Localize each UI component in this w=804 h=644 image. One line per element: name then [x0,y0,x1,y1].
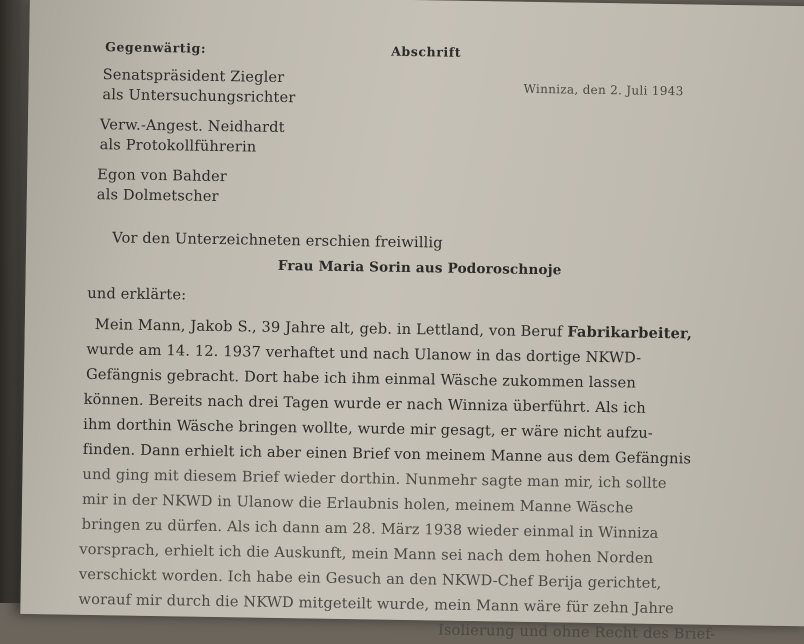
statement-line [82,516,659,542]
statement-text: verschickt worden. Ich habe ein Gesuch an den NKWD-Chef Berija gerichtet, [78,565,662,592]
official-name: Verw.-Angest. Neidhardt [99,117,285,137]
statement-text: worauf mir durch die NKWD mitgeteilt wurde, mein Mann wäre für zehn Jahre [78,590,674,618]
statement-line [95,316,692,342]
official-name: Egon von Bahder [97,167,228,186]
document-page [20,0,804,643]
statement-text: wurde am 14. 12. 1937 verhaftet und nach Ulanow in das dortige NKWD- [86,340,642,367]
statement-bold-text: Fabrikarbeiter, [567,323,693,343]
statement-text: finden. Dann erhielt ich aber einen Brief von meinem Manne aus dem Gefängnis [82,440,692,468]
copy-label: Abschrift [391,43,462,60]
official-role: als Untersuchungsrichter [102,87,296,107]
statement-line [82,491,634,517]
statement-text: mir in der NKWD in Ulanow die Erlaubnis holen, meinem Manne Wäsche [81,490,634,517]
statement-line [86,341,641,367]
statement-text: können. Bereits nach drei Tagen wurde er nach Winniza überführt. Als ich [83,390,646,417]
statement-line [438,621,716,642]
appeared-line: Vor den Unterzeichneten erschien freiwillig [112,229,443,252]
present-label: Gegenwärtig: [105,39,207,56]
statement-line [86,366,636,392]
official-role: als Protokollführerin [99,137,257,156]
statement-text: und ging mit diesem Brief wieder dorthin. Nunmehr sagte man mir, ich sollte [82,465,667,493]
statement-line [79,541,653,567]
statement-text: Mein Mann, Jakob S., 39 Jahre alt, geb. in Lettland, von Beruf [94,316,568,341]
statement-line [82,466,666,492]
statement-text: Gefängnis gebracht. Dort habe ich ihm einmal Wäsche zukommen lassen [85,365,637,392]
place-date: Winniza, den 2. Juli 1943 [523,81,684,99]
statement-line [78,591,674,617]
statement-line [83,416,653,442]
statement-line [83,441,691,468]
statement-text: Isolierung und ohne Recht des Brief- [437,621,716,643]
official-name: Senatspräsident Ziegler [102,67,285,87]
statement-line [79,566,662,592]
witness-name: Frau Maria Sorin aus Podoroschnoje [277,257,562,279]
declared-line: und erklärte: [87,284,187,304]
official-role: als Dolmetscher [96,187,219,205]
statement-text: ihm dorthin Wäsche bringen wollte, wurde mir gesagt, er wäre nicht aufzu- [83,415,654,442]
statement-text: bringen zu dürfen. Als ich dann am 28. März 1938 wieder einmal in Winniza [81,515,659,542]
statement-text: vorsprach, erhielt ich die Auskunft, mein Mann sei nach dem hohen Norden [79,540,654,567]
statement-line [84,391,646,417]
